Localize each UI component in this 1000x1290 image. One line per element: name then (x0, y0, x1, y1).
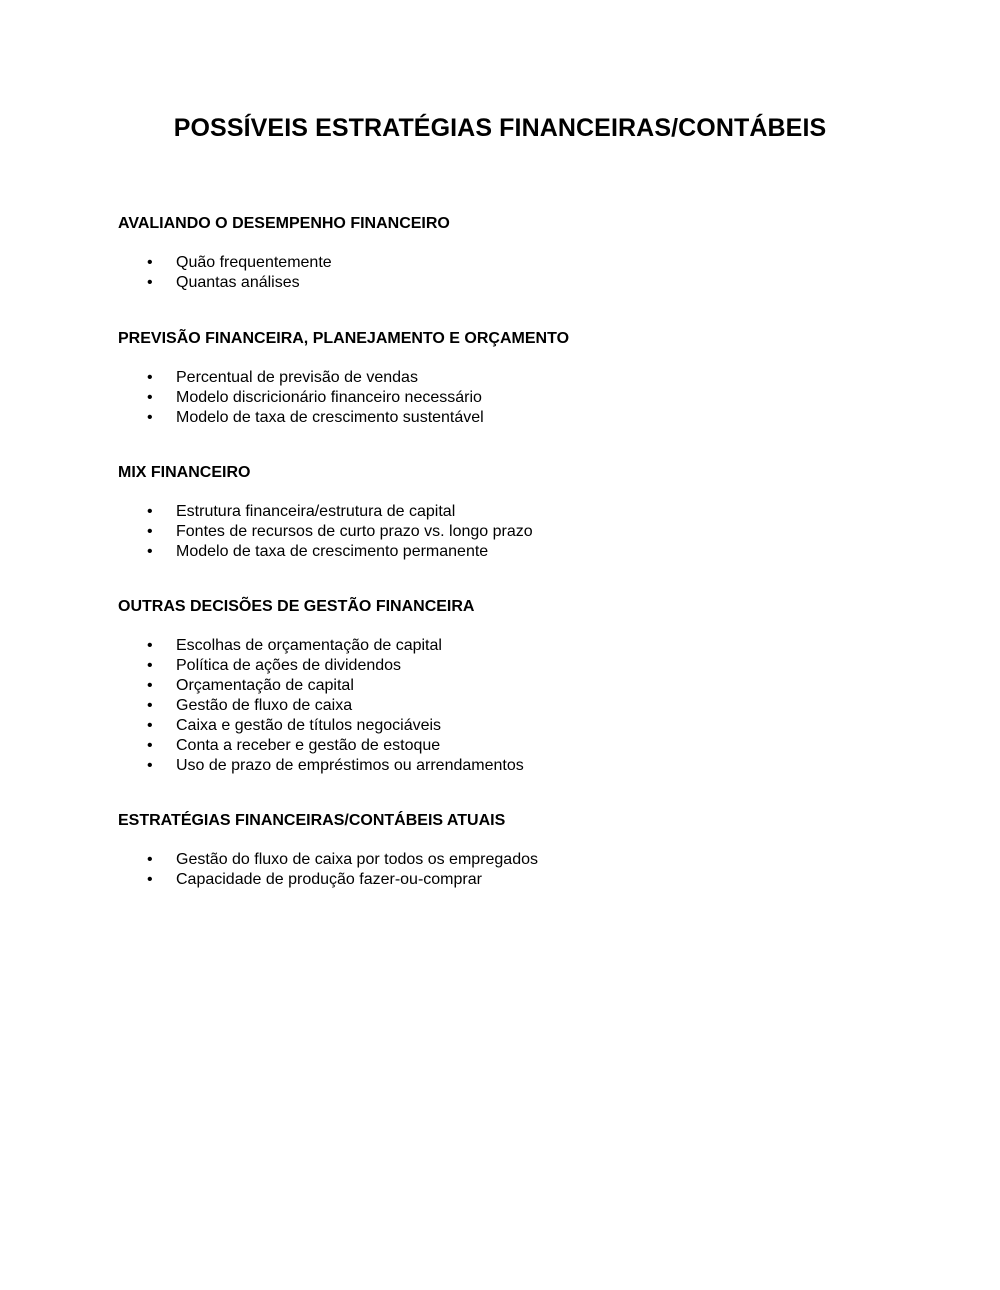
section-estrategias-atuais (118, 811, 918, 890)
bullet-list (118, 253, 918, 293)
list-item-text: Política de ações de dividendos (176, 657, 402, 674)
bullet-icon: • (147, 503, 153, 520)
list-item (118, 542, 918, 562)
list-item-text: Estrutura financeira/estrutura de capital (176, 503, 456, 520)
bullet-icon: • (147, 409, 153, 426)
list-item (118, 388, 918, 408)
bullet-icon: • (147, 369, 153, 386)
bullet-icon: • (147, 851, 153, 868)
list-item-text: Uso de prazo de empréstimos ou arrendamentos (176, 757, 524, 774)
section-heading: OUTRAS DECISÕES DE GESTÃO FINANCEIRA (118, 598, 475, 615)
list-item-text: Quão frequentemente (176, 254, 332, 271)
list-item (118, 368, 918, 388)
bullet-icon: • (147, 389, 153, 406)
list-item-text: Caixa e gestão de títulos negociáveis (176, 717, 442, 734)
list-item-text: Gestão de fluxo de caixa (176, 697, 353, 714)
list-item-text: Quantas análises (176, 274, 300, 291)
section-heading: PREVISÃO FINANCEIRA, PLANEJAMENTO E ORÇAMENTO (118, 330, 570, 347)
list-item-text: Modelo de taxa de crescimento sustentável (176, 409, 484, 426)
list-item-text: Modelo discricionário financeiro necessário (176, 389, 482, 406)
bullet-icon: • (147, 677, 153, 694)
list-item-text: Percentual de previsão de vendas (176, 369, 418, 386)
list-item-text: Modelo de taxa de crescimento permanente (176, 543, 489, 560)
list-item-text: Conta a receber e gestão de estoque (176, 737, 441, 754)
list-item (118, 656, 918, 676)
list-item (118, 870, 918, 890)
list-item (118, 636, 918, 656)
list-item-text: Orçamentação de capital (176, 677, 354, 694)
list-item-text: Fontes de recursos de curto prazo vs. longo prazo (176, 523, 533, 540)
bullet-icon: • (147, 657, 153, 674)
list-item (118, 736, 918, 756)
bullet-list (118, 636, 918, 776)
list-item (118, 253, 918, 273)
bullet-icon: • (147, 871, 153, 888)
document-title: POSSÍVEIS ESTRATÉGIAS FINANCEIRAS/CONTÁBEIS (173, 114, 827, 142)
list-item (118, 502, 918, 522)
section-heading: ESTRATÉGIAS FINANCEIRAS/CONTÁBEIS ATUAIS (118, 812, 506, 829)
bullet-icon: • (147, 737, 153, 754)
bullet-list (118, 502, 918, 562)
bullet-icon: • (147, 523, 153, 540)
bullet-icon: • (147, 254, 153, 271)
list-item (118, 756, 918, 776)
list-item-text: Gestão do fluxo de caixa por todos os empregados (176, 851, 538, 868)
section-avaliando-desempenho (118, 214, 918, 293)
list-item (118, 408, 918, 428)
list-item-text: Escolhas de orçamentação de capital (176, 637, 442, 654)
bullet-icon: • (147, 717, 153, 734)
bullet-icon: • (147, 757, 153, 774)
bullet-list (118, 368, 918, 428)
bullet-icon: • (147, 637, 153, 654)
bullet-icon: • (147, 543, 153, 560)
list-item (118, 676, 918, 696)
section-heading: MIX FINANCEIRO (118, 464, 251, 481)
section-mix-financeiro (118, 463, 918, 562)
bullet-list (118, 850, 918, 890)
list-item (118, 696, 918, 716)
list-item (118, 850, 918, 870)
list-item (118, 716, 918, 736)
list-item-text: Capacidade de produção fazer-ou-comprar (176, 871, 482, 888)
list-item (118, 522, 918, 542)
bullet-icon: • (147, 274, 153, 291)
section-heading: AVALIANDO O DESEMPENHO FINANCEIRO (118, 215, 450, 232)
list-item (118, 273, 918, 293)
section-previsao-financeira (118, 329, 918, 428)
section-outras-decisoes (118, 597, 918, 776)
bullet-icon: • (147, 697, 153, 714)
